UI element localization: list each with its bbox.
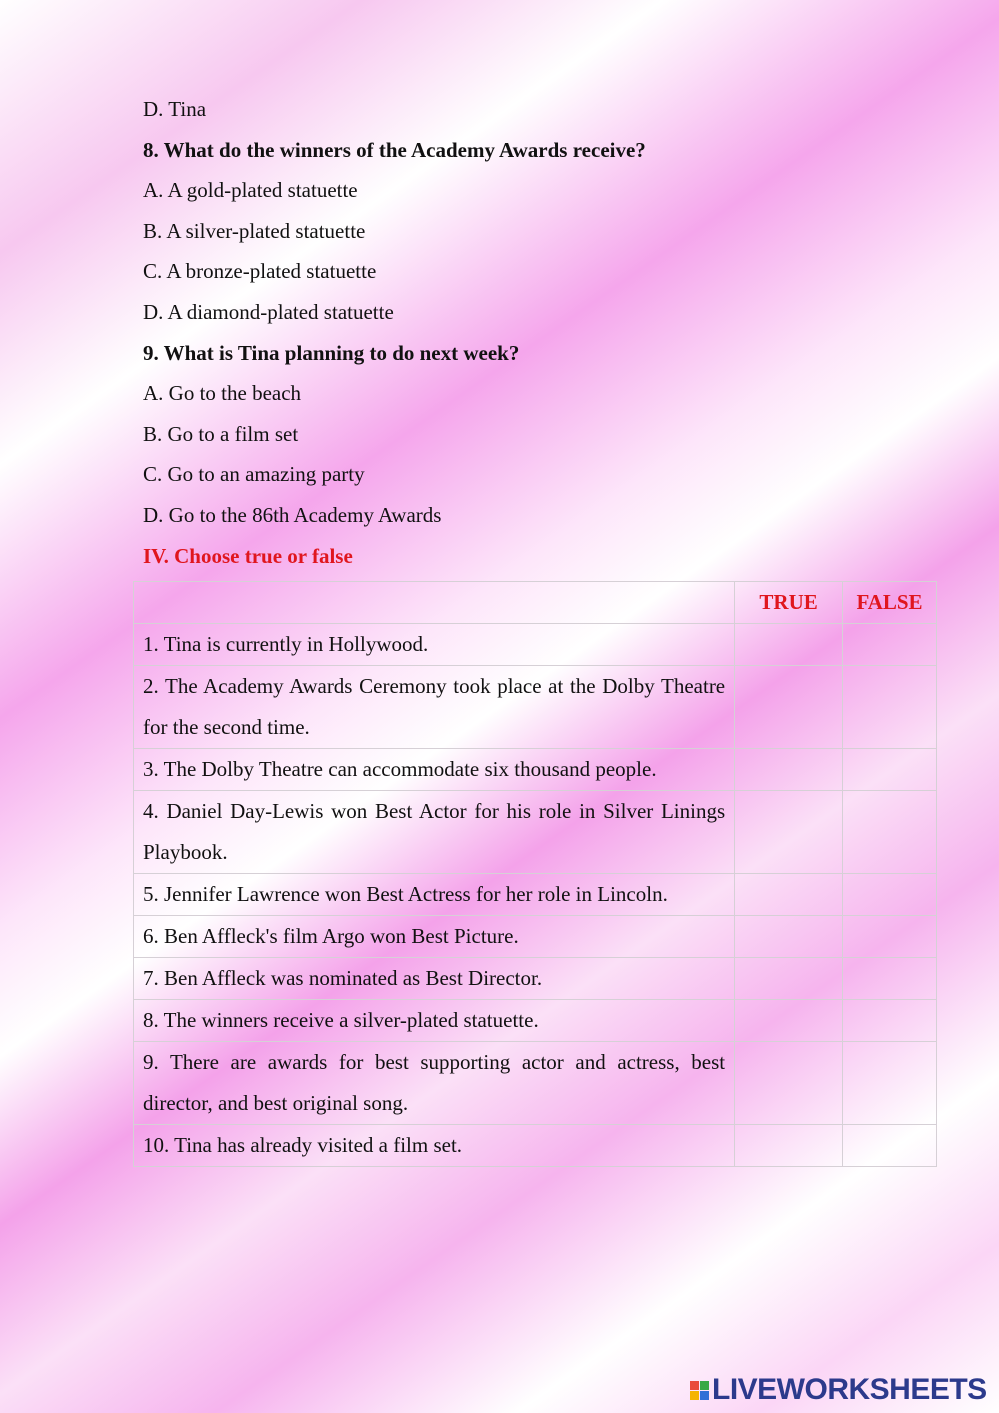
statement-6: 6. Ben Affleck's film Argo won Best Picture.: [134, 916, 735, 958]
true-cell-1[interactable]: [735, 624, 843, 666]
mark-square-4: [700, 1391, 709, 1400]
table-row: [134, 624, 937, 666]
q9-option-d: D. Go to the 86th Academy Awards: [143, 502, 442, 527]
q9-option-a: A. Go to the beach: [143, 381, 302, 406]
mark-square-1: [690, 1381, 699, 1390]
statement-10: 10. Tina has already visited a film set.: [134, 1125, 735, 1167]
q8-option-c: C. A bronze-plated statuette: [143, 259, 377, 284]
true-cell-8[interactable]: [735, 1000, 843, 1042]
false-cell-7[interactable]: [843, 958, 937, 1000]
true-cell-7[interactable]: [735, 958, 843, 1000]
true-cell-10[interactable]: [735, 1125, 843, 1167]
false-cell-10[interactable]: [843, 1125, 937, 1167]
false-cell-6[interactable]: [843, 916, 937, 958]
option-d-tina: D. Tina: [143, 97, 207, 121]
header-true: TRUE: [735, 582, 843, 624]
table-header-row: [134, 582, 937, 624]
q9-option-b: B. Go to a film set: [143, 421, 299, 446]
statement-9: 9. There are awards for best supporting actor and actress, best director, and best original song.: [134, 1042, 735, 1125]
false-cell-9[interactable]: [843, 1042, 937, 1125]
statement-3: 3. The Dolby Theatre can accommodate six thousand people.: [134, 749, 735, 791]
table-row: [134, 749, 937, 791]
false-cell-5[interactable]: [843, 874, 937, 916]
false-cell-3[interactable]: [843, 749, 937, 791]
true-cell-2[interactable]: [735, 666, 843, 749]
true-cell-6[interactable]: [735, 916, 843, 958]
table-row: [134, 874, 937, 916]
q9-option-c: C. Go to an amazing party: [143, 462, 365, 487]
table-row: [134, 666, 937, 749]
header-statement: [134, 582, 735, 624]
question-8: 8. What do the winners of the Academy Awards receive?: [143, 137, 646, 162]
header-false: FALSE: [843, 582, 937, 624]
question-9: 9. What is Tina planning to do next week?: [143, 340, 520, 365]
mark-square-2: [700, 1381, 709, 1390]
true-cell-9[interactable]: [735, 1042, 843, 1125]
false-cell-8[interactable]: [843, 1000, 937, 1042]
true-cell-3[interactable]: [735, 749, 843, 791]
false-cell-1[interactable]: [843, 624, 937, 666]
statement-4: 4. Daniel Day-Lewis won Best Actor for his role in Silver Linings Playbook.: [134, 791, 735, 874]
table-row: [134, 958, 937, 1000]
false-cell-4[interactable]: [843, 791, 937, 874]
q8-option-b: B. A silver-plated statuette: [143, 218, 366, 243]
statement-1: 1. Tina is currently in Hollywood.: [134, 624, 735, 666]
mark-square-3: [690, 1391, 699, 1400]
true-cell-4[interactable]: [735, 791, 843, 874]
statement-5: 5. Jennifer Lawrence won Best Actress for her role in Lincoln.: [134, 874, 735, 916]
q8-option-a: A. A gold-plated statuette: [143, 178, 358, 203]
question-list: [143, 89, 943, 576]
table-row: [134, 916, 937, 958]
table-row: [134, 1042, 937, 1125]
section-heading-true-false: IV. Choose true or false: [143, 543, 353, 568]
liveworksheets-logo: [690, 1370, 987, 1410]
true-false-table: [133, 581, 937, 1167]
statement-2: 2. The Academy Awards Ceremony took place at the Dolby Theatre for the second time.: [134, 666, 735, 749]
false-cell-2[interactable]: [843, 666, 937, 749]
q8-option-d: D. A diamond-plated statuette: [143, 299, 394, 324]
true-cell-5[interactable]: [735, 874, 843, 916]
table-row: [134, 1125, 937, 1167]
table-row: [134, 1000, 937, 1042]
statement-8: 8. The winners receive a silver-plated statuette.: [134, 1000, 735, 1042]
liveworksheets-mark-icon: [690, 1381, 709, 1400]
table-row: [134, 791, 937, 874]
statement-7: 7. Ben Affleck was nominated as Best Director.: [134, 958, 735, 1000]
logo-text: LIVEWORKSHEETS: [712, 1373, 987, 1406]
